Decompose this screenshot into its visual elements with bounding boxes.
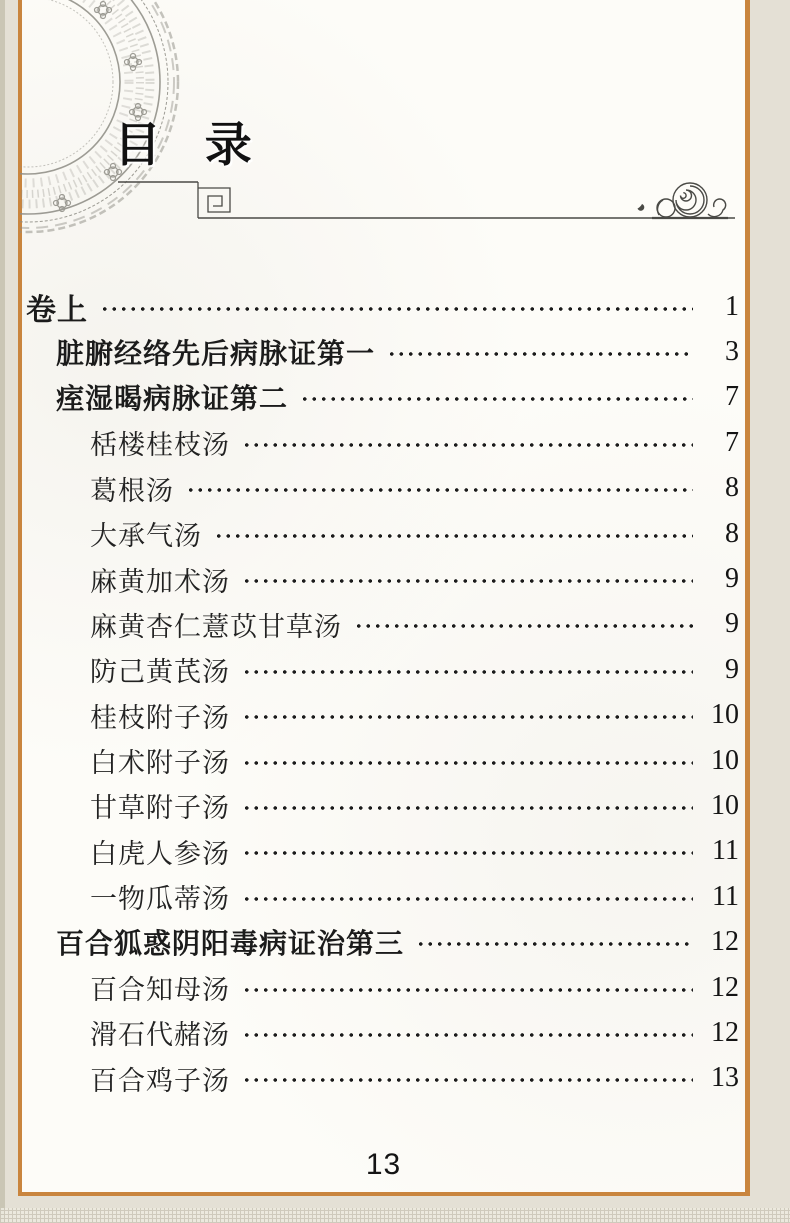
cloud-icon	[638, 183, 729, 218]
toc-entry	[26, 511, 739, 556]
toc-entry-page: 12	[711, 926, 739, 958]
toc-entry-label: 麻黄杏仁薏苡甘草汤	[90, 611, 342, 642]
dot-leader	[242, 761, 693, 765]
dot-leader	[214, 534, 693, 538]
toc-entry	[26, 738, 739, 783]
toc-entry-page: 9	[725, 608, 739, 640]
toc-entry-page: 11	[712, 880, 739, 912]
dot-leader	[242, 851, 693, 855]
toc-entry-page: 1	[725, 290, 739, 322]
toc-entry-page: 10	[711, 789, 739, 821]
dot-leader	[354, 624, 693, 628]
dot-leader	[242, 443, 693, 447]
dot-leader	[387, 352, 693, 356]
toc-entry-label: 防己黄芪汤	[90, 657, 230, 688]
toc-entry-page: 7	[725, 381, 739, 413]
toc-entry	[26, 284, 739, 329]
toc-entry-page: 9	[725, 563, 739, 595]
toc-entry-page: 7	[725, 426, 739, 458]
toc-entry	[26, 693, 739, 738]
toc-entry-page: 9	[725, 653, 739, 685]
dot-leader	[416, 942, 693, 946]
toc-entry-page: 11	[712, 835, 739, 867]
dot-leader	[242, 579, 693, 583]
toc-entry-label: 桂枝附子汤	[90, 702, 230, 733]
square-spiral-icon	[198, 182, 230, 218]
toc-entry-page: 8	[725, 472, 739, 504]
bottom-pattern-band	[0, 1208, 790, 1223]
dot-leader	[300, 397, 693, 401]
toc-entry	[26, 874, 739, 919]
dot-leader	[242, 897, 693, 901]
toc-entry	[26, 375, 739, 420]
toc-entry-label: 痓湿暍病脉证第二	[56, 383, 289, 415]
toc-entry	[26, 965, 739, 1010]
toc-entry	[26, 466, 739, 511]
dot-leader	[242, 1078, 693, 1082]
toc-entry	[26, 420, 739, 465]
dot-leader	[186, 488, 693, 492]
dot-leader	[242, 670, 693, 674]
toc-entry	[26, 1056, 739, 1101]
paper	[18, 0, 750, 1196]
toc-entry-label: 白虎人参汤	[90, 838, 230, 869]
toc-entry-label: 甘草附子汤	[90, 793, 230, 824]
toc-entry-page: 12	[711, 1016, 739, 1048]
toc-list	[26, 284, 739, 1101]
toc-entry-label: 百合狐惑阴阳毒病证治第三	[56, 928, 405, 960]
toc-entry-label: 白术附子汤	[90, 748, 230, 779]
toc-entry-label: 滑石代赭汤	[90, 1020, 230, 1051]
toc-entry	[26, 602, 739, 647]
flower-motif	[54, 2, 147, 212]
toc-entry	[26, 919, 739, 964]
header-divider	[22, 172, 745, 230]
dot-leader	[242, 806, 693, 810]
toc-entry-page: 10	[711, 699, 739, 731]
toc-entry-label: 麻黄加术汤	[90, 566, 230, 597]
toc-entry-label: 脏腑经络先后病脉证第一	[56, 338, 376, 370]
toc-entry	[26, 647, 739, 692]
dot-leader	[242, 1033, 693, 1037]
dot-leader	[100, 307, 693, 311]
toc-entry	[26, 556, 739, 601]
toc-entry-page: 13	[711, 1062, 739, 1094]
toc-entry-label: 百合鸡子汤	[90, 1065, 230, 1096]
toc-entry-page: 8	[725, 517, 739, 549]
toc-entry-label: 卷上	[26, 293, 88, 327]
toc-entry	[26, 829, 739, 874]
page-number: 13	[365, 1148, 402, 1181]
toc-entry-page: 12	[711, 971, 739, 1003]
page-title: 目 录	[114, 120, 268, 172]
dot-leader	[242, 715, 693, 719]
toc-entry-label: 栝楼桂枝汤	[90, 430, 230, 461]
toc-entry-label: 一物瓜蒂汤	[90, 884, 230, 915]
toc-entry	[26, 329, 739, 374]
dot-leader	[242, 988, 693, 992]
toc-entry	[26, 1010, 739, 1055]
toc-entry-page: 10	[711, 744, 739, 776]
toc-entry	[26, 783, 739, 828]
page-left-edge	[0, 0, 5, 1223]
toc-entry-label: 葛根汤	[90, 475, 174, 506]
toc-entry-label: 大承气汤	[90, 521, 202, 552]
toc-entry-page: 3	[725, 336, 739, 368]
toc-entry-label: 百合知母汤	[90, 975, 230, 1006]
